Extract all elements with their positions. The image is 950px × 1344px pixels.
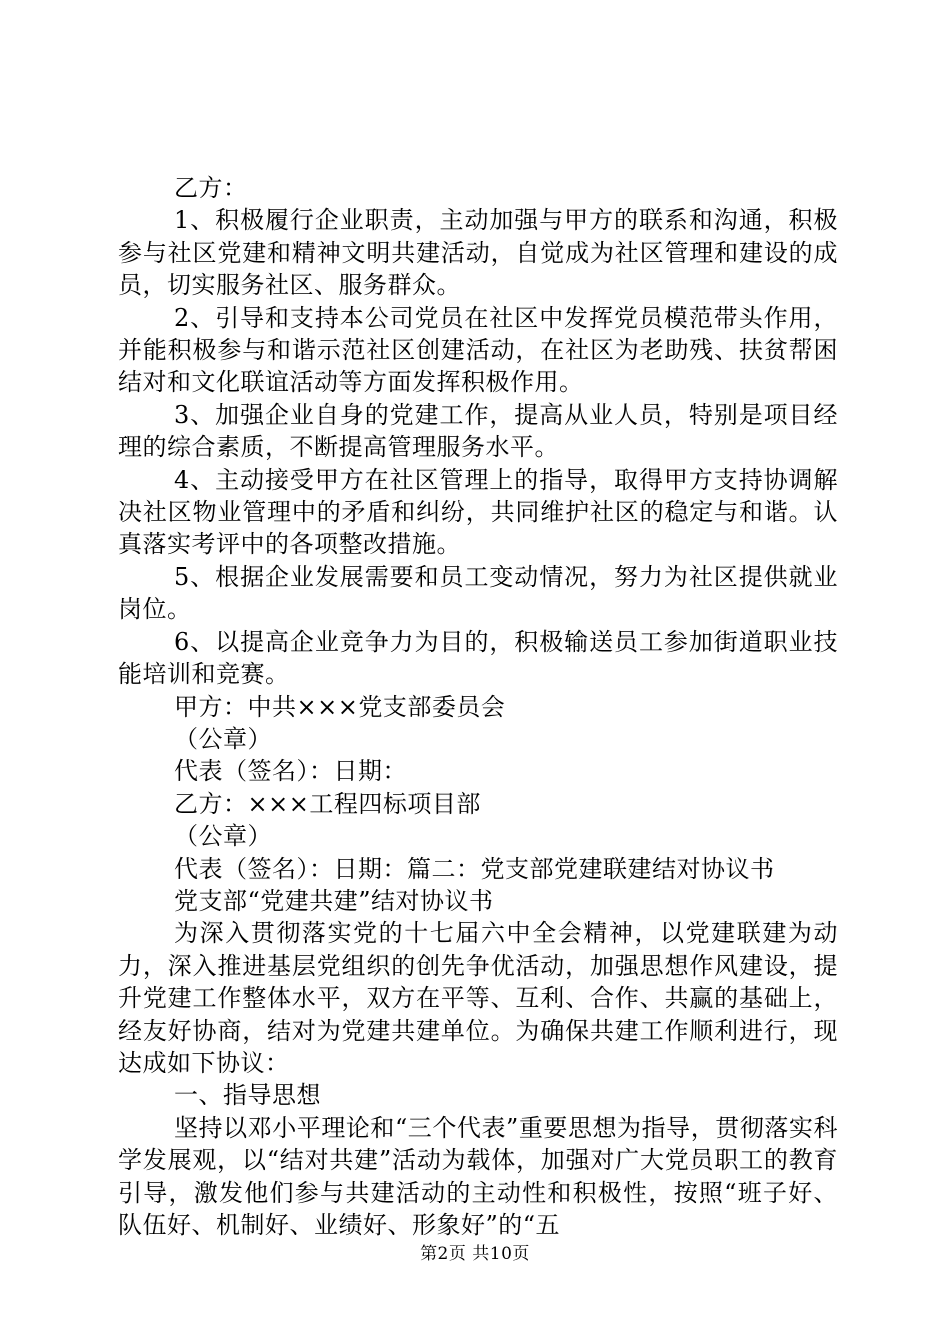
paragraph: 坚持以邓小平理论和“三个代表”重要思想为指导，贯彻落实科学发展观，以“结对共建”活动为载体，加强对广大党员职工的教育引导，激发他们参与共建活动的主动性和积极性，按照“班子好、队伍好、机制好、业绩好、形象好”的“五 [118,1113,838,1239]
agreement-title: 党支部“党建共建”结对协议书 [174,886,494,915]
section-heading: 一、指导思想 [174,1081,321,1110]
paragraph: 5、根据企业发展需要和员工变动情况，努力为社区提供就业岗位。 [118,562,838,624]
paragraph: 3、加强企业自身的党建工作，提高从业人员，特别是项目经理的综合素质，不断提高管理服务水平。 [118,400,838,462]
seal-line: （公章） [174,822,272,851]
representative-line: 代表（签名）：日期：篇二：党支部党建联建结对协议书 [174,854,775,883]
paragraph: 为深入贯彻落实党的十七届六中全会精神，以党建联建为动力，深入推进基层党组织的创先争优活动，加强思想作风建设，提升党建工作整体水平，双方在平等、互利、合作、共赢的基础上，经友好协商，结对为党建共建单位。为确保共建工作顺利进行，现达成如下协议： [118,919,838,1077]
representative-line: 代表（签名）：日期： [174,757,407,786]
page-number: 第2页 共10页 [420,1244,530,1264]
party-b-signature-line: 乙方：×××工程四标项目部 [174,789,481,818]
seal-line: （公章） [174,724,272,753]
paragraph: 6、以提高企业竞争力为目的，积极输送员工参加街道职业技能培训和竞赛。 [118,627,838,689]
party-a-signature-line: 甲方：中共×××党支部委员会 [174,692,506,721]
paragraph: 乙方： [174,174,248,202]
paragraph: 4、主动接受甲方在社区管理上的指导，取得甲方支持协调解决社区物业管理中的矛盾和纠纷，共同维护社区的稳定与和谐。认真落实考评中的各项整改措施。 [118,465,838,559]
document-body [118,172,838,1241]
paragraph: 1、积极履行企业职责，主动加强与甲方的联系和沟通，积极参与社区党建和精神文明共建活动，自觉成为社区管理和建设的成员，切实服务社区、服务群众。 [118,206,838,300]
paragraph: 2、引导和支持本公司党员在社区中发挥党员模范带头作用，并能积极参与和谐示范社区创建活动，在社区为老助残、扶贫帮困结对和文化联谊活动等方面发挥积极作用。 [118,303,838,397]
